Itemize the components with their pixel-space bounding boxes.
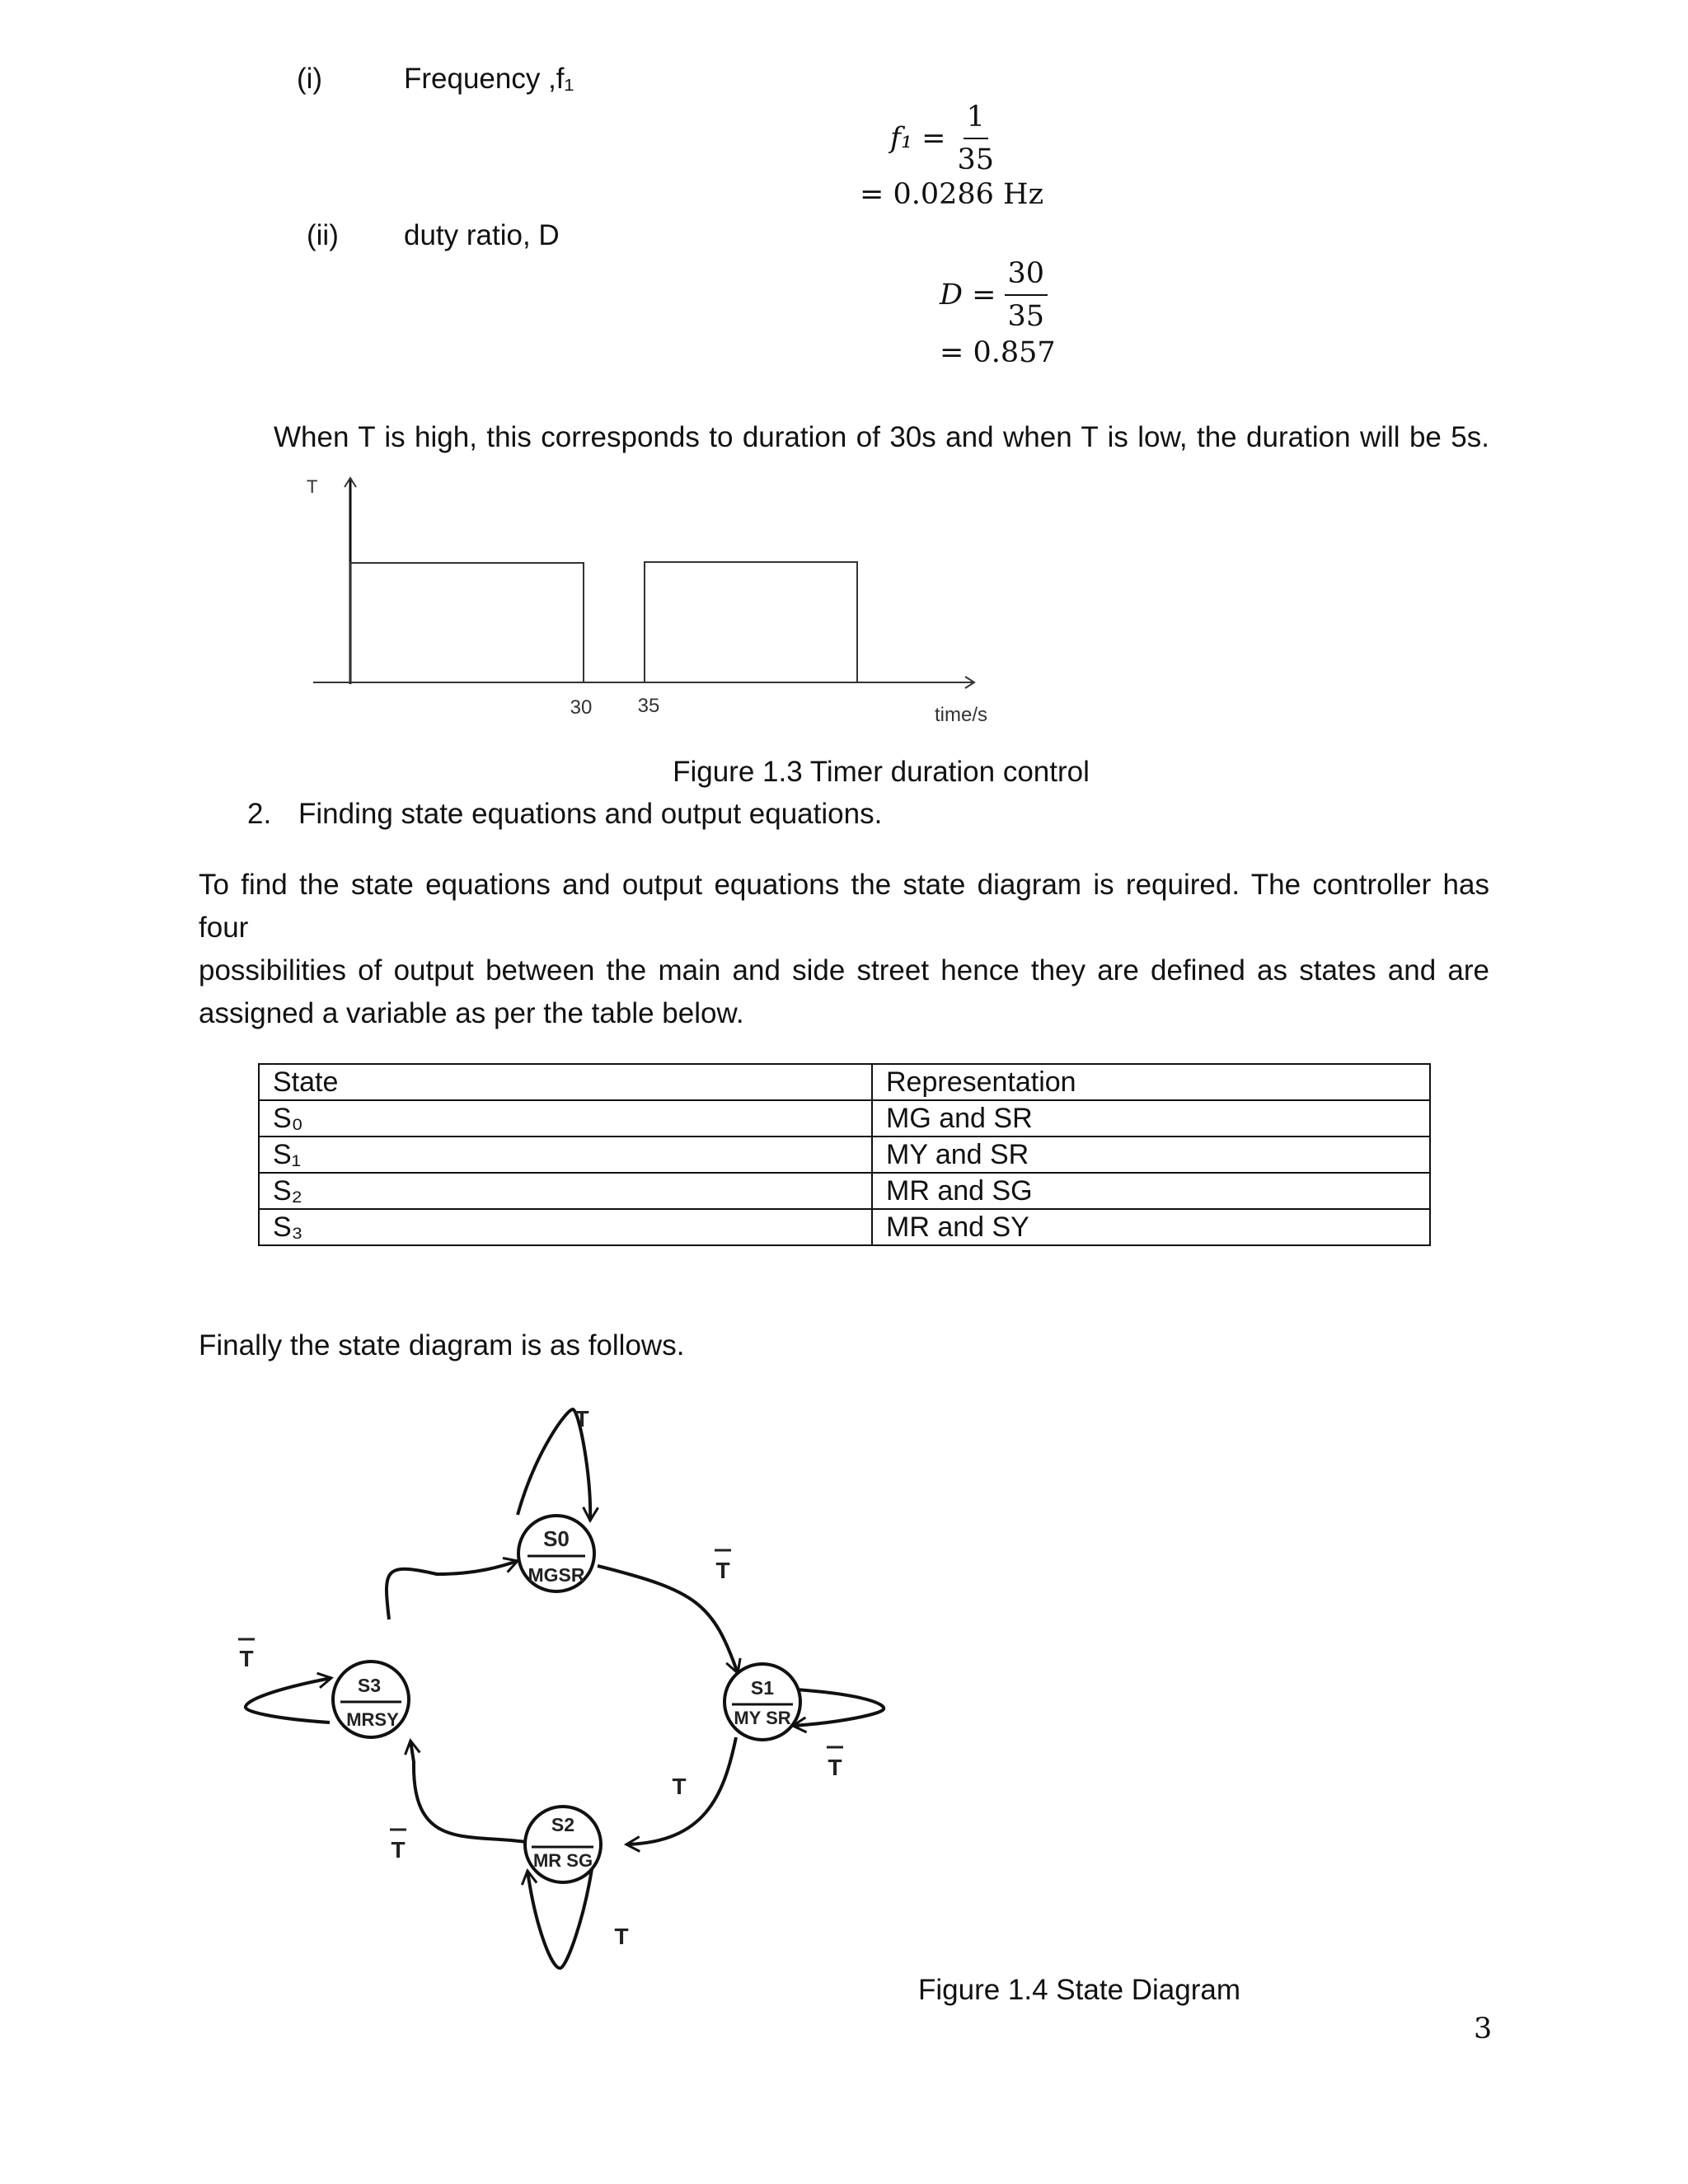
self-loop-s1 <box>793 1690 884 1726</box>
duty-ratio-result: = 0.857 <box>940 336 1056 369</box>
duty-ratio-numerator: 30 <box>1005 255 1048 296</box>
duty-ratio-denominator: 35 <box>1007 300 1045 333</box>
self-loop-s2 <box>528 1869 592 1968</box>
duty-ratio-lhs: D = <box>940 279 996 312</box>
state-node-s3 <box>333 1661 409 1737</box>
diagram-intro: Finally the state diagram is as follows. <box>199 1329 685 1361</box>
state-node-s1 <box>724 1664 800 1740</box>
part-ii-label: (ii) <box>307 219 339 251</box>
label-tbar-s0-to-s1: T <box>715 1558 730 1583</box>
intro-line-1: To find the state equations and output equations the state diagram is required. The controller has four <box>199 869 1489 944</box>
table-cell-representation: MG and SR <box>872 1100 1430 1137</box>
table-header-representation: Representation <box>872 1064 1430 1100</box>
section-2-number: 2. <box>247 798 272 830</box>
state-s2-output: MR SG <box>532 1850 593 1871</box>
figure-1-4-caption: Figure 1.4 State Diagram <box>918 1974 1241 2006</box>
state-s0-name: S0 <box>543 1526 570 1551</box>
label-t-s1-to-s2: T <box>672 1774 687 1799</box>
state-s2-name: S2 <box>551 1814 575 1835</box>
transition-s3-to-s0 <box>387 1561 518 1619</box>
state-s1-output: MY SR <box>734 1708 791 1728</box>
label-tbar-s2-to-s3: T <box>391 1837 406 1863</box>
label-t-s0-loop: T <box>574 1406 589 1432</box>
intro-line-2: possibilities of output between the main and side street hence they are defined as states and are <box>199 954 1489 987</box>
intro-line-3: assigned a variable as per the table below. <box>199 997 744 1029</box>
figure-1-3-caption: Figure 1.3 Timer duration control <box>673 756 1090 788</box>
table-cell-state: S₃ <box>259 1209 872 1245</box>
transition-s2-to-s3 <box>410 1741 526 1842</box>
self-loop-s3 <box>246 1678 331 1722</box>
table-header-state: State <box>259 1064 872 1100</box>
table-cell-state: S₀ <box>259 1100 872 1137</box>
table-cell-state: S₂ <box>259 1173 872 1209</box>
section-2-heading: Finding state equations and output equations. <box>298 798 883 830</box>
table-cell-representation: MR and SG <box>872 1173 1430 1209</box>
table-cell-representation: MR and SY <box>872 1209 1430 1245</box>
tick-label-35: 35 <box>637 695 660 717</box>
state-node-s2 <box>525 1807 601 1882</box>
label-tbar-s3-loop: T <box>239 1646 254 1671</box>
part-ii-title: duty ratio, D <box>404 219 560 251</box>
frequency-result: = 0.0286 Hz <box>860 178 1044 211</box>
state-s0-output: MGSR <box>528 1564 585 1586</box>
frequency-numerator: 1 <box>964 99 988 139</box>
label-t-s2-loop: T <box>614 1924 629 1949</box>
state-node-s0 <box>518 1516 594 1591</box>
tick-label-30: 30 <box>570 696 593 719</box>
state-s3-output: MRSY <box>346 1709 399 1730</box>
frequency-denominator: 35 <box>957 143 994 176</box>
page-number: 3 <box>1474 2013 1493 2046</box>
label-tbar-s1-loop: T <box>828 1755 842 1780</box>
state-s1-name: S1 <box>750 1677 775 1699</box>
state-s3-name: S3 <box>357 1675 382 1696</box>
chart-x-axis-label: time/s <box>934 704 988 726</box>
table-cell-state: S₁ <box>259 1137 872 1173</box>
frequency-lhs: f₁ = <box>890 122 946 155</box>
part-i-label: (i) <box>297 63 323 95</box>
table-cell-representation: MY and SR <box>872 1137 1430 1173</box>
chart-y-axis-label: T <box>307 476 318 497</box>
part-i-title: Frequency ,f₁ <box>404 63 574 95</box>
timer-sentence: When T is high, this corresponds to duration of 30s and when T is low, the duration will be 5s. <box>274 421 1489 453</box>
